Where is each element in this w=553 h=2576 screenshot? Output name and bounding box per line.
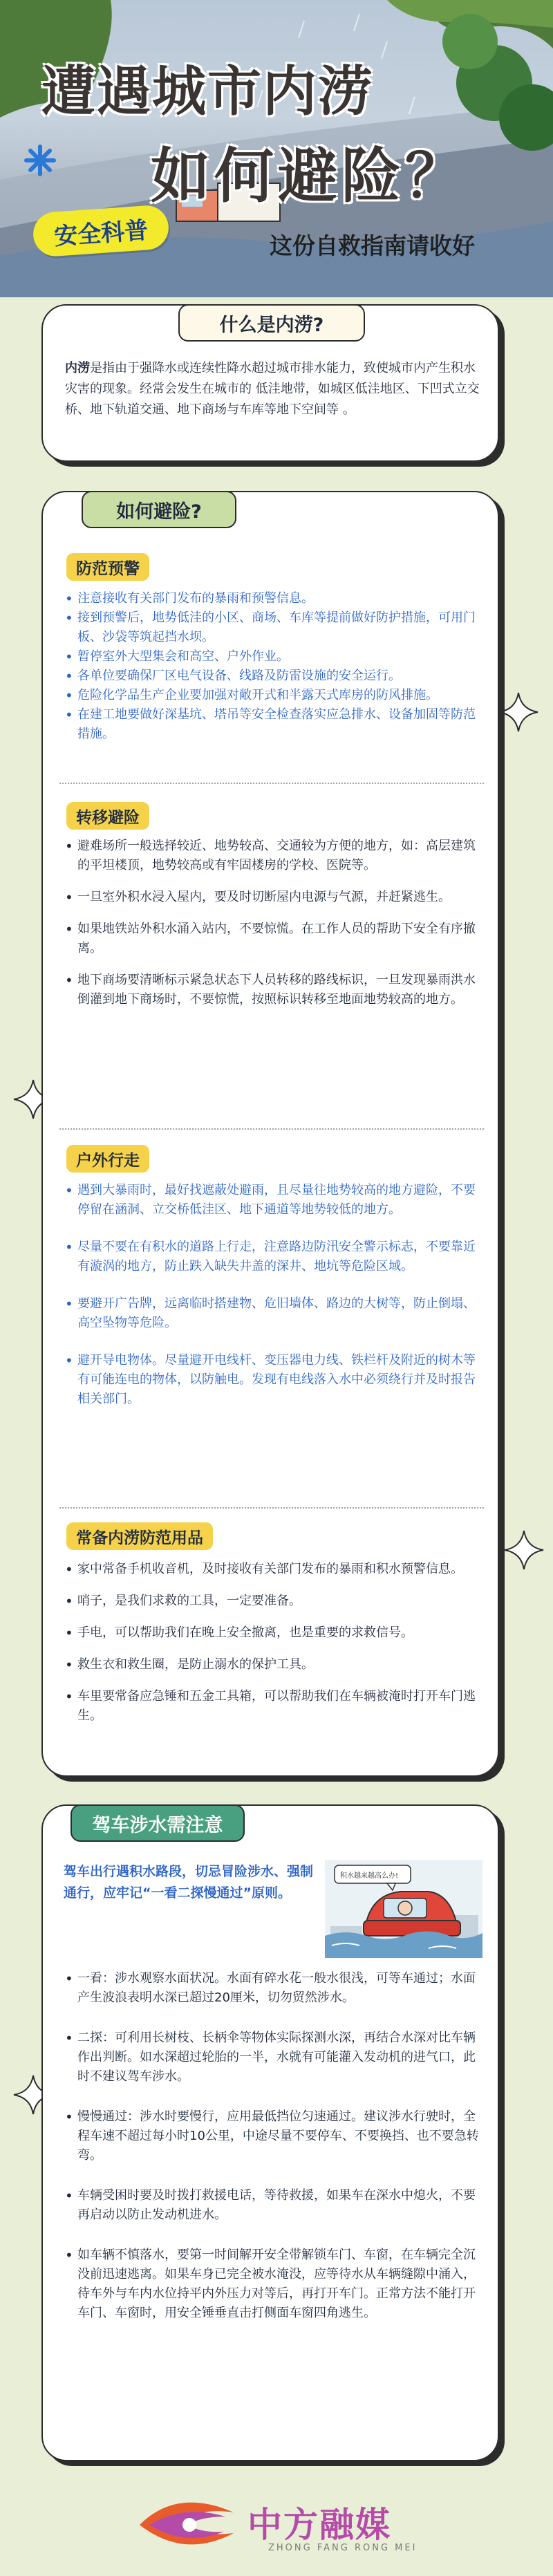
hero-banner [0, 0, 553, 297]
list-item: • 避难场所一般选择较近、地势较高、交通较为方便的地方，如：高层建筑的平坦楼顶，地势较高或有牢固楼房的学校、医院等。 [64, 837, 482, 875]
list-item: • 车辆受困时要及时拨打救援电话，等待救援，如果车在深水中熄火，不要再启动以防止发动机进水。 [64, 2186, 482, 2225]
outdoor-list [64, 1181, 482, 1409]
what-is-paragraph [65, 358, 480, 420]
list-item: • 在建工地要做好深基坑、塔吊等安全检查落实应急排水、设备加固等防范措施。 [64, 705, 482, 744]
car-in-flood-illustration [325, 1860, 482, 1958]
list-item: • 尽量不要在有积水的道路上行走，注意路边防汛安全警示标志，不要靠近有漩涡的地方，防止跌入缺失井盖的深井、地坑等危险区域。 [64, 1238, 482, 1276]
list-item: • 注意接收有关部门发布的暴雨和预警信息。 [64, 589, 482, 608]
list-item: • 暂停室外大型集会和高空、户外作业。 [64, 647, 482, 666]
how-to-avoid-card [41, 491, 499, 1777]
list-item: • 要避开广告牌，远离临时搭建物、危旧墙体、路边的大树等，防止倒塌、高空坠物等危险。 [64, 1294, 482, 1333]
divider [59, 1128, 484, 1130]
brand-logo-subtext: ZHONG FANG RONG MEI [268, 2543, 418, 2553]
list-item: • 地下商场要清晰标示紧急状态下人员转移的路线标识，一旦发现暴雨洪水倒灌到地下商场时，不要惊慌，按照标识转移至地面地势较高的地方。 [64, 971, 482, 1009]
prevention-list [64, 589, 482, 744]
evacuation-list [64, 837, 482, 1009]
page-title-line-1: 遭遇城市内涝 [41, 61, 374, 123]
driving-notice: 驾车出行遇积水路段，切忌冒险涉水、强制通行，应牢记“一看二探慢通过”原则。 [64, 1864, 314, 1901]
list-item: • 慢慢通过：涉水时要慢行，应用最低挡位匀速通过。建议涉水行驶时，全程车速不超过每小时10公里，中途尽量不要停车、不要换挡、也不要急转弯。 [64, 2107, 482, 2165]
list-item: • 一看：涉水观察水面状况。水面有碎水花一般水很浅，可等车通过；水面产生波浪表明水深已超过20厘米，切勿贸然涉水。 [64, 1969, 482, 2008]
brand-logo-text: 中方融媒 [247, 2505, 391, 2545]
driving-card [41, 1804, 499, 2461]
driving-list [64, 1969, 482, 2323]
definition-text: 是指由于强降水或连续性降水超过城市排水能力，致使城市内产生积水灾害的现象。经常会发生在城市的 低洼地带，如城区低洼地区、下凹式立交桥、地下轨道交通、地下商场与车库等地下空间等 。 [65, 361, 480, 417]
list-item: • 救生衣和救生圈，是防止溺水的保护工具。 [64, 1655, 482, 1674]
supplies-list [64, 1560, 482, 1726]
list-item: • 遇到大暴雨时，最好找遮蔽处避雨，且尽量往地势较高的地方避险，不要停留在涵洞、立交桥低洼区、地下通道等地势较低的地方。 [64, 1181, 482, 1220]
what-is-card [41, 304, 499, 462]
term-label: 内涝 [65, 361, 90, 375]
list-item: • 如车辆不慎落水，要第一时间解开安全带解锁车门、车窗，在车辆完全沉没前迅速逃离。如果车身已完全被水淹没，应等待水从车辆缝隙中涌入，待车外与车内水位持平内外压力对等后，再打开车门。正常方法不能打开车门、车窗时，用安全锤垂直击打侧面车窗四角逃生。 [64, 2246, 482, 2323]
tag-supplies: 常备内涝防范用品 [66, 1522, 213, 1550]
list-item: • 手电，可以帮助我们在晚上安全撤离，也是重要的求救信号。 [64, 1623, 482, 1643]
safety-badge: 安全科普 [32, 204, 170, 258]
page-subtitle: 这份自救指南请收好 [270, 232, 475, 259]
tag-outdoor: 户外行走 [66, 1145, 149, 1173]
list-item: • 各单位要确保厂区电气设备、线路及防雷设施的安全运行。 [64, 666, 482, 686]
list-item: • 哨子，是我们求救的工具，一定要准备。 [64, 1592, 482, 1611]
speech-bubble-text: 积水越来越高么办! [340, 1872, 399, 1880]
list-item: • 一旦室外积水浸入屋内，要及时切断屋内电源与气源，并赶紧逃生。 [64, 888, 482, 907]
list-item: • 如果地铁站外积水涌入站内，不要惊慌。在工作人员的帮助下安全有序撤离。 [64, 920, 482, 958]
section-heading-driving: 驾车涉水需注意 [71, 1804, 245, 1842]
divider [59, 783, 484, 784]
list-item: • 避开导电物体。尽量避开电线杆、变压器电力线、铁栏杆及附近的树木等有可能连电的物体，以防触电。发现有电线落入水中必须绕行并及时报告相关部门。 [64, 1351, 482, 1409]
page-title-line-2: 如何避险？ [151, 142, 469, 211]
list-item: • 危险化学品生产企业要加强对敞开式和半露天式库房的防风排施。 [64, 686, 482, 705]
divider [59, 1507, 484, 1509]
section-heading-avoid: 如何避险? [82, 491, 236, 528]
list-item: • 接到预警后，地势低洼的小区、商场、车库等提前做好防护措施，可用门板、沙袋等筑起挡水坝。 [64, 608, 482, 647]
list-item: • 二探：可利用长树枝、长柄伞等物体实际探测水深，再结合水深对比车辆作出判断。如水深超过轮胎的一半，水就有可能灌入发动机的进气口，此时不建议驾车涉水。 [64, 2028, 482, 2087]
brand-logo-icon [135, 2493, 239, 2551]
section-heading-what-is: 什么是内涝? [178, 304, 365, 342]
tag-prevention: 防范预警 [66, 553, 149, 581]
list-item: • 车里要常备应急锤和五金工具箱，可以帮助我们在车辆被淹时打开车门逃生。 [64, 1687, 482, 1726]
tag-evacuation: 转移避险 [66, 802, 149, 830]
sparkle-icon [503, 1529, 545, 1571]
list-item: • 家中常备手机收音机，及时接收有关部门发布的暴雨和积水预警信息。 [64, 1560, 482, 1579]
